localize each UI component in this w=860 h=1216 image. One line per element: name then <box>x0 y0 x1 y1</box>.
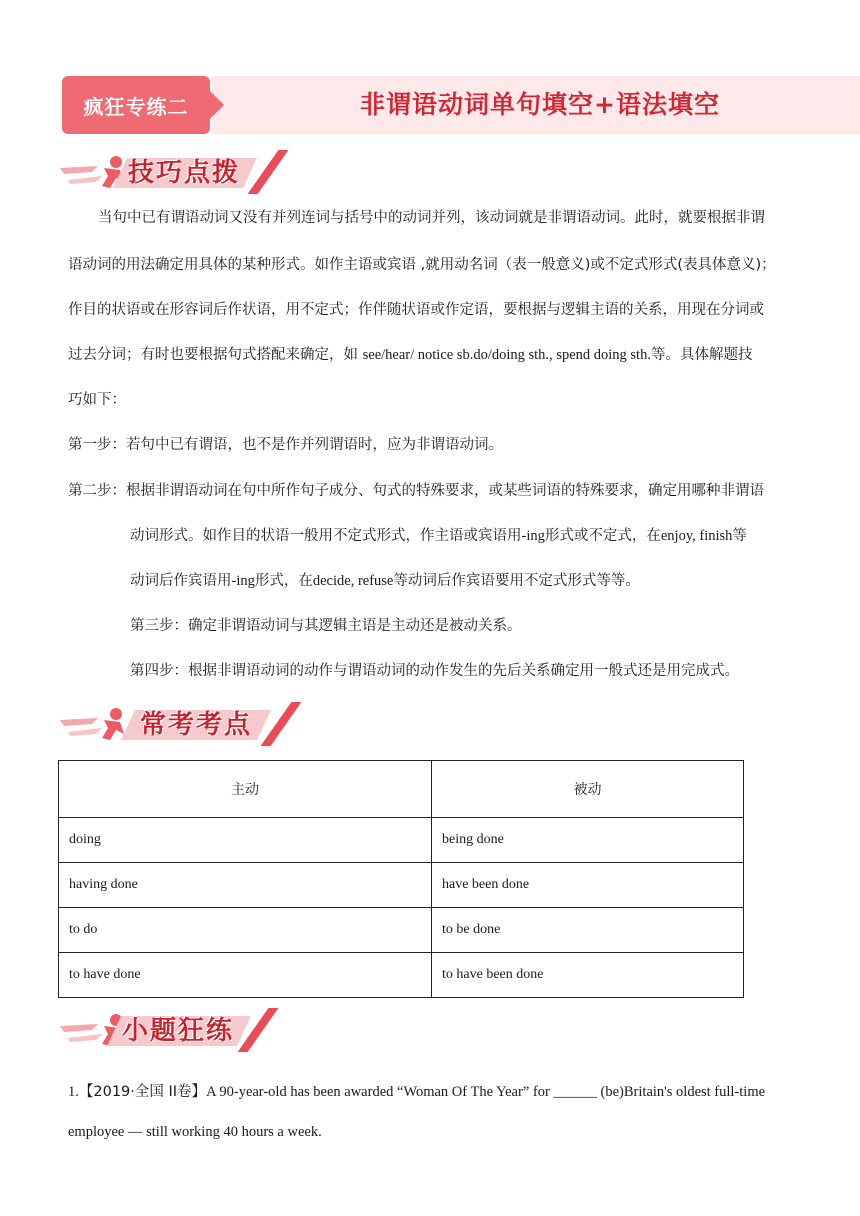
intro-line-4c: 等。具体解题技 <box>650 347 753 363</box>
section-title: 技巧点拨 <box>128 158 241 188</box>
section-heading-practice <box>58 1008 298 1052</box>
question-source: 【2019·全国 II卷】 <box>78 1084 207 1100</box>
section-heading-common <box>58 702 298 746</box>
step-1: 第一步：若句中已有谓语，也不是作并列谓语时，应为非谓语动词。 <box>68 437 503 453</box>
step-2-text: 等 <box>732 528 747 544</box>
table-row <box>59 863 744 908</box>
step-2-text: 动词形式。如作目的状语一般用不定式形式，作主语或宾语用 <box>130 528 522 544</box>
page-title: 非谓语动词单句填空+语法填空 <box>360 90 720 119</box>
voice-table <box>58 760 744 998</box>
table-header-cell: 被动 <box>432 761 744 818</box>
header-banner <box>62 76 860 134</box>
intro-line-4 <box>68 344 752 366</box>
runner-icon <box>58 706 130 742</box>
question-number: 1. <box>68 1084 79 1100</box>
banner-tag: 疯狂专练二 <box>62 76 210 134</box>
intro-line-5: 巧如下： <box>68 392 126 408</box>
table-cell: having done <box>59 863 432 908</box>
step-4: 第四步：根据非谓语动词的动作与谓语动词的动作发生的先后关系确定用一般式还是用完成式。 <box>130 663 739 679</box>
banner-tag-arrow <box>210 91 224 119</box>
intro-line-4b: see/hear/ notice sb.do/doing sth., spend doing sth. <box>362 347 651 363</box>
step-2-term: decide, refuse <box>312 573 394 589</box>
step-2-text: 形式，在 <box>254 573 313 589</box>
section-title: 常考考点 <box>140 710 253 740</box>
table-row <box>59 908 744 953</box>
question-1-line-1 <box>68 1081 765 1103</box>
table-cell: to have done <box>59 953 432 998</box>
section-heading-tips <box>58 150 298 194</box>
step-2-term: -ing <box>521 528 545 544</box>
table-cell: to have been done <box>432 953 744 998</box>
question-1-line-2: employee — still working 40 hours a week. <box>68 1124 322 1140</box>
table-row <box>59 953 744 998</box>
step-2-line-2 <box>130 525 747 547</box>
table-cell: to be done <box>432 908 744 953</box>
table-row <box>59 818 744 863</box>
step-2-text: 形式或不定式，在 <box>544 528 661 544</box>
table-cell: doing <box>59 818 432 863</box>
table-cell: to do <box>59 908 432 953</box>
section-stripe <box>248 150 289 194</box>
step-2-text: 动词后作宾语用 <box>130 573 232 589</box>
intro-line-3: 作目的状语或在形容词后作状语，用不定式；作伴随状语或作定语，要根据与逻辑主语的关系，用现在分词或 <box>68 302 764 318</box>
step-2-line-3 <box>130 570 640 592</box>
section-title: 小题狂练 <box>122 1016 235 1046</box>
step-2-text: 等动词后作宾语要用不定式形式等等。 <box>393 573 640 589</box>
intro-line-2: 语动词的用法确定用具体的某种形式。如作主语或宾语 ,就用动名词（表一般意义)或不定式形式(表具体意义)； <box>68 257 776 273</box>
section-stripe <box>261 702 302 746</box>
step-2-line-1: 第二步：根据非谓语动词在句中所作句子成分、句式的特殊要求，或某些词语的特殊要求，确定用哪种非谓语 <box>68 483 764 499</box>
intro-line-1: 当句中已有谓语动词又没有并列连词与括号中的动词并列，该动词就是非谓语动词。此时，就要根据非谓 <box>98 210 765 226</box>
table-cell: being done <box>432 818 744 863</box>
intro-line-4a: 过去分词；有时也要根据句式搭配来确定，如 <box>68 347 358 363</box>
table-header-row <box>59 761 744 818</box>
table-header-cell: 主动 <box>59 761 432 818</box>
step-3: 第三步：确定非谓语动词与其逻辑主语是主动还是被动关系。 <box>130 618 522 634</box>
step-2-term: -ing <box>231 573 255 589</box>
table-cell: have been done <box>432 863 744 908</box>
question-text: A 90-year-old has been awarded “Woman Of The Year” for ______ (be)Britain's oldest full-time <box>206 1084 766 1100</box>
step-2-term: enjoy, finish <box>660 528 733 544</box>
